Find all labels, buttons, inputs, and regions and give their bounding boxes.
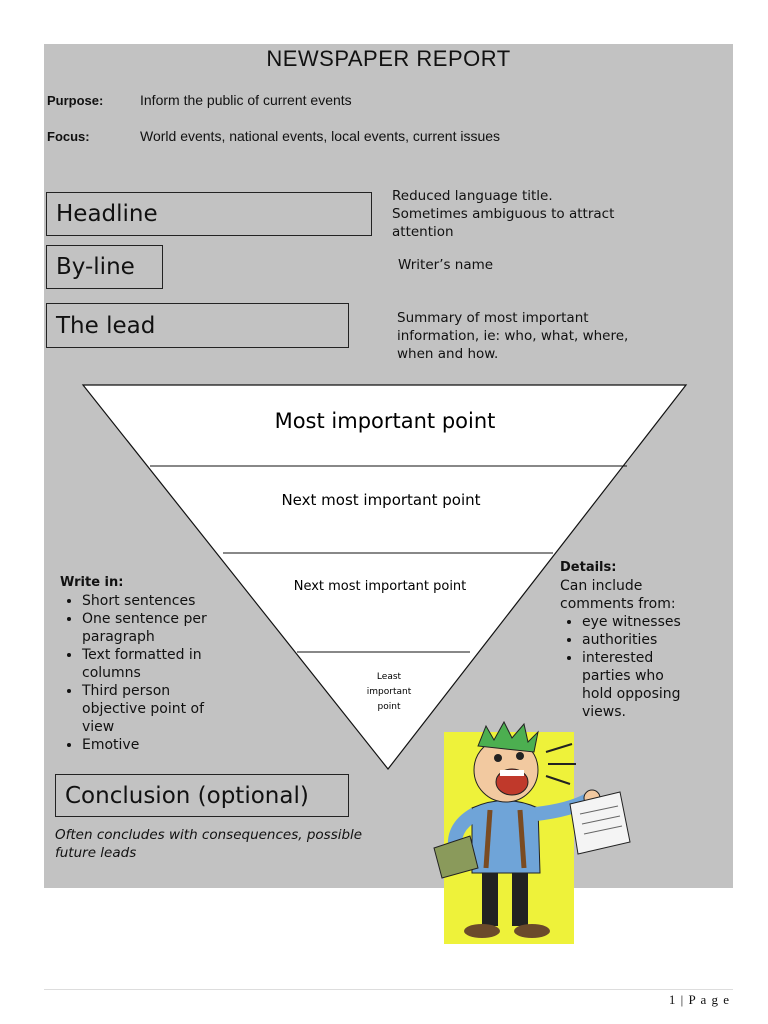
headline-note-line: Reduced language title. [392,188,553,204]
headline-note-line: attention [392,224,454,240]
list-item: • authorities [582,631,695,649]
conclusion-note: Often concludes with consequences, possible future leads [55,827,363,861]
list-item: • One sentence per paragraph [82,610,220,646]
focus-text: World events, national events, local events, current issues [140,128,501,144]
write-in-list [60,574,220,754]
byline-note: Writer’s name [398,257,494,273]
details-intro: Can include comments from: [560,578,676,612]
purpose-text: Inform the public of current events [140,92,352,108]
leg [512,868,528,926]
focus-label: Focus: [47,129,90,144]
list-item: • Emotive [82,736,220,754]
headline-note-line: Sometimes ambiguous to attract [392,206,615,222]
lead-note-line: Summary of most important [397,310,589,326]
eye [494,754,502,762]
pyramid-level-2: Next most important point [281,491,481,509]
list-item: • Third person objective point of view [82,682,220,736]
conclusion-box: Conclusion (optional) [55,774,349,817]
lead-box: The lead [46,303,349,348]
page-title: NEWSPAPER REPORT [266,46,511,71]
lead-note-line: information, ie: who, what, where, [397,328,629,344]
pyramid-level-1: Most important point [274,409,496,433]
details-list [560,559,695,721]
pyramid-level-4-line: Least [376,672,402,682]
pyramid-level-3: Next most important point [293,579,467,594]
pyramid-level-4-line: important [366,687,412,697]
list-item: • eye witnesses [582,613,695,631]
headline-box: Headline [46,192,372,236]
teeth [500,770,524,776]
byline-box: By-line [46,245,163,289]
pyramid-level-4-line: point [377,702,401,712]
list-item: • interested parties who hold opposing views. [582,649,695,721]
details-heading: Details: [560,560,617,575]
eye [516,752,524,760]
list-item: • Text formatted in columns [82,646,220,682]
shoe [464,924,500,938]
lead-note-line: when and how. [397,346,499,362]
footer-divider [44,989,733,990]
page-number: 1 | P a g e [668,992,730,1007]
shoe [514,924,550,938]
newsboy-illustration [420,718,640,958]
shirt [472,801,540,874]
write-in-heading: Write in: [60,575,124,590]
list-item: • Short sentences [82,592,220,610]
leg [482,868,498,926]
purpose-label: Purpose: [47,93,104,108]
